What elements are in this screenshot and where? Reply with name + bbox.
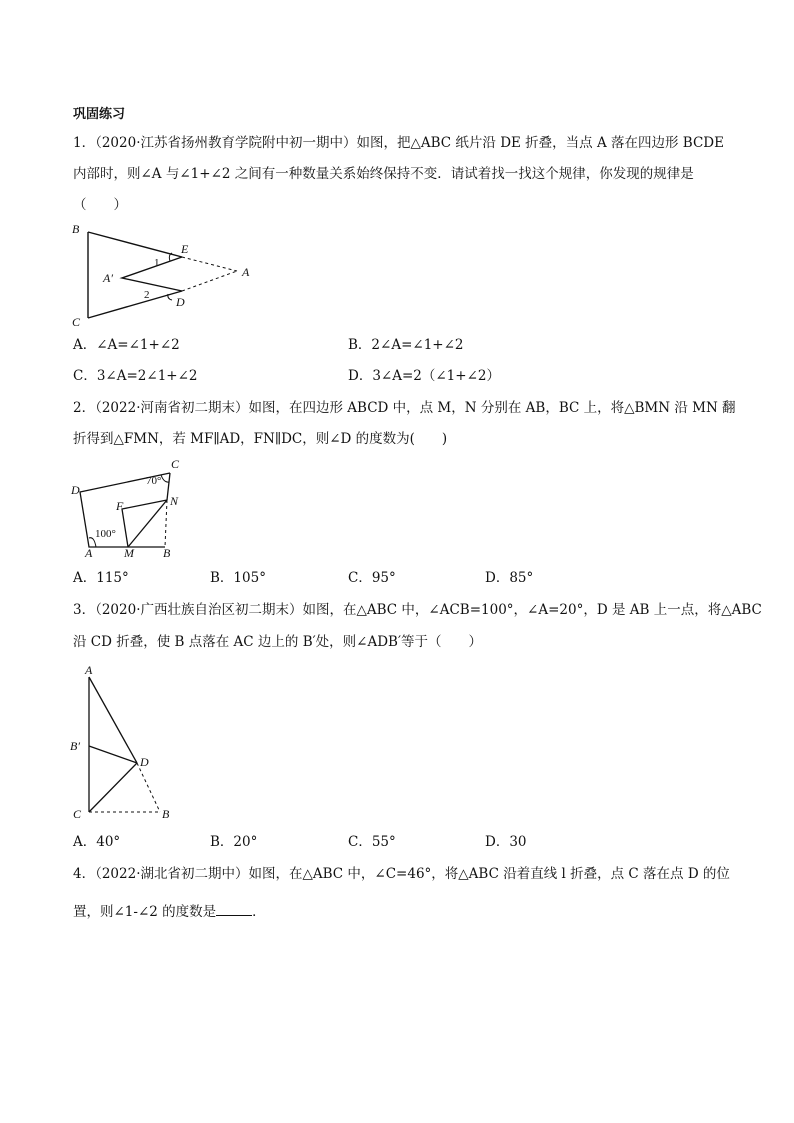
q2-label-M: M bbox=[124, 546, 134, 560]
q4-text-before-blank: 置，则∠1-∠2 的度数是 bbox=[73, 904, 217, 920]
q3-fold-dashed bbox=[89, 763, 160, 812]
q1-text-line2: 内部时，则∠A 与∠1+∠2 之间有一种数量关系始终保持不变．请试着找一找这个规律，你发现的规律是 bbox=[73, 166, 694, 182]
section-title: 巩固练习 bbox=[73, 107, 126, 122]
q3-option-c: C．55° bbox=[348, 834, 396, 850]
q2-label-D: D bbox=[71, 483, 80, 497]
q1-text-line1: 1．（2020·江苏省扬州教育学院附中初一期中）如图，把△ABC 纸片沿 DE 折叠，当点 A 落在四边形 BCDE bbox=[73, 135, 724, 151]
q2-text-line1: 2．（2022·河南省初二期末）如图，在四边形 ABCD 中，点 M，N 分别在 AB，BC 上，将△BMN 沿 MN 翻 bbox=[73, 400, 736, 416]
q1-label-E: E bbox=[181, 242, 189, 256]
q2-label-C: C bbox=[171, 457, 180, 471]
q4-text-line2 bbox=[73, 903, 266, 920]
q2-label-N: N bbox=[170, 494, 179, 508]
q3-label-B: B bbox=[162, 807, 170, 821]
q3-text-line2: 沿 CD 折叠，使 B 点落在 AC 边上的 B′处，则∠ADB′等于（ ） bbox=[73, 634, 483, 650]
q1-option-a: A．∠A=∠1+∠2 bbox=[73, 337, 180, 353]
q2-option-d: D．85° bbox=[485, 570, 534, 586]
q2-text-line2: 折得到△FMN，若 MF∥AD，FN∥DC，则∠D 的度数为( ) bbox=[73, 431, 448, 447]
q3-triangle bbox=[89, 677, 137, 812]
q1-label-B: B bbox=[72, 222, 80, 236]
q3-option-b: B．20° bbox=[210, 834, 258, 850]
q2-label-A: A bbox=[85, 546, 93, 560]
q2-label-B: B bbox=[163, 546, 171, 560]
q3-option-a: A．40° bbox=[73, 834, 121, 850]
q1-option-b: B．2∠A=∠1+∠2 bbox=[348, 337, 464, 353]
q1-label-1: 1 bbox=[154, 257, 160, 269]
q4-text-after-blank: ． bbox=[252, 904, 266, 920]
q1-label-2: 2 bbox=[144, 289, 150, 301]
q4-text-line1: 4．（2022·湖北省初二期中）如图，在△ABC 中，∠C=46°，将△ABC 沿着直线 l 折叠，点 C 落在点 D 的位 bbox=[73, 866, 730, 882]
q3-text-line1: 3．（2020·广西壮族自治区初二期末）如图，在△ABC 中，∠ACB=100°，∠A=20°，D 是 AB 上一点，将△ABC bbox=[73, 602, 762, 618]
q1-label-C: C bbox=[72, 315, 81, 329]
q1-option-c: C．3∠A=2∠1+∠2 bbox=[73, 368, 198, 384]
q2-option-a: A．115° bbox=[73, 570, 129, 586]
q1-option-d: D．3∠A=2（∠1+∠2） bbox=[348, 368, 500, 384]
q3-label-D: D bbox=[140, 755, 149, 769]
q3-option-d: D．30 bbox=[485, 834, 527, 850]
q2-option-c: C．95° bbox=[348, 570, 396, 586]
q3-label-C: C bbox=[73, 807, 82, 821]
q1-label-A: A bbox=[242, 265, 250, 279]
q2-label-F: F bbox=[116, 499, 124, 513]
q4-answer-blank bbox=[216, 903, 252, 916]
q3-label-A: A bbox=[85, 663, 93, 677]
q2-angle-c-label: 70° bbox=[146, 475, 162, 487]
q3-label-B-prime: B′ bbox=[70, 739, 80, 753]
q1-answer-blank: （ ） bbox=[73, 197, 127, 213]
q2-angle-a-label: 100° bbox=[95, 528, 116, 540]
q2-option-b: B．105° bbox=[210, 570, 266, 586]
q1-label-A-prime: A′ bbox=[103, 271, 113, 285]
q1-label-D: D bbox=[176, 295, 185, 309]
